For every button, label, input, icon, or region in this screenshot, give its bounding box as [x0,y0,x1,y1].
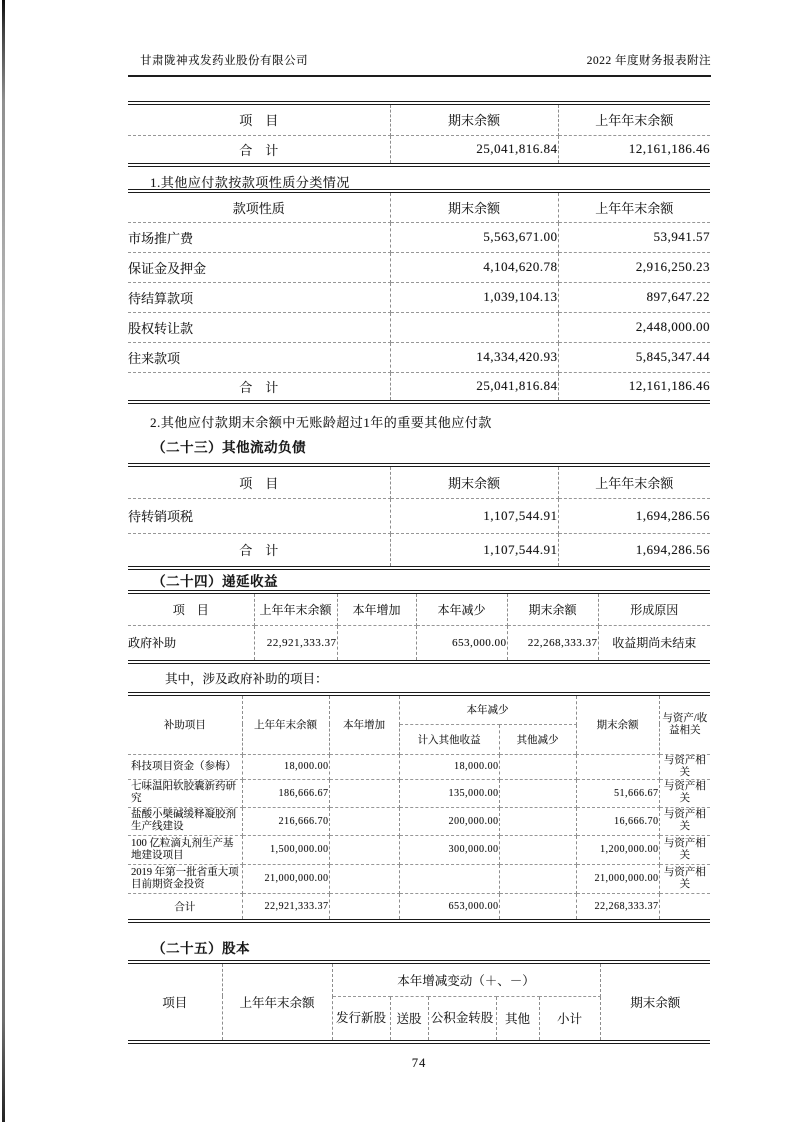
col-header: 项 目 [128,103,390,135]
cell-value: 200,000.00 [399,807,499,835]
cell-value [390,312,558,342]
table-header-row [128,962,710,996]
col-header: 期末余额 [576,694,659,754]
report-title: 2022 年度财务报表附注 [586,55,711,67]
table-total-row [128,893,710,921]
cell-value: 216,666.70 [242,807,329,835]
row-label: 100 亿粒滴丸剂生产基地建设项目 [128,835,242,864]
cell-value: 18,000.00 [242,754,329,779]
cell-value: 653,000.00 [399,893,499,921]
col-header: 计入其他收益 [399,724,499,754]
note-1: 1.其他应付款按款项性质分类情况 [150,175,350,190]
other-current-liabilities-table [128,463,710,570]
table-row [128,282,710,312]
cell-value [329,807,399,835]
cell-value: 22,268,333.37 [507,625,598,662]
cell-value: 与资产相关 [659,807,710,835]
subsidy-projects-table [128,692,710,923]
col-header: 期末余额 [507,592,598,625]
table-row [128,135,710,165]
cell-value: 25,041,816.84 [390,372,558,402]
col-header: 项 目 [128,592,254,625]
page-header [128,52,711,68]
col-header: 期末余额 [600,962,710,1042]
section-24-title: （二十四）递延收益 [152,574,278,589]
section-23-title: （二十三）其他流动负债 [152,440,306,455]
cell-value: 1,107,544.91 [390,498,558,533]
row-label: 往来款项 [128,342,390,372]
row-label: 待结算款项 [128,282,390,312]
cell-value [499,835,576,864]
col-header: 本年减少 [416,592,507,625]
cell-value [329,893,399,921]
col-header: 项 目 [128,465,390,498]
share-capital-table [128,960,710,1044]
col-header: 上年年末余额 [222,962,332,1042]
row-label: 市场推广费 [128,222,390,252]
cell-value: 4,104,620.78 [390,252,558,282]
cell-value [329,835,399,864]
cell-value: 1,694,286.56 [635,541,710,557]
table-row [128,835,710,864]
cell-value: 12,161,186.46 [628,378,710,394]
col-header: 期末余额 [390,465,558,498]
col-header: 补助项目 [128,694,242,754]
col-header: 本年增加 [329,694,399,754]
cell-value: 25,041,816.84 [390,135,558,165]
cell-value: 与资产相关 [659,779,710,807]
row-label: 政府补助 [128,625,254,662]
cell-value: 51,666.67 [576,779,659,807]
table-row [128,754,710,779]
table-total-row [128,372,710,402]
cell-value: 1,694,286.56 [558,498,710,533]
col-header-group: 本年减少 [399,694,576,724]
row-label: 科技项目资金（参梅） [128,754,242,779]
row-label: 合 计 [128,533,390,568]
cell-value: 与资产相关 [659,864,710,893]
table-header-row [128,592,710,625]
col-header: 其他减少 [499,724,576,754]
col-header: 上年年末余额 [558,465,710,498]
table-row [128,779,710,807]
cell-value: 22,268,333.37 [576,893,659,921]
table-row [128,252,710,282]
cell-value [337,625,416,662]
subsidy-note: 其中，涉及政府补助的项目： [165,672,328,686]
cell-value: 收益期尚未结束 [612,636,697,651]
row-label: 2019 年第一批省重大项目前期资金投资 [128,864,242,893]
col-header: 期末余额 [390,103,558,135]
page-number: 74 [411,1056,427,1070]
cell-value: 300,000.00 [399,835,499,864]
cell-value [329,754,399,779]
row-label: 保证金及押金 [128,252,390,282]
cell-value: 18,000.00 [399,754,499,779]
cell-value: 135,000.00 [399,779,499,807]
row-label: 合 计 [128,135,390,165]
payables-by-nature-table [128,189,710,404]
cell-value [399,864,499,893]
cell-value: 16,666.70 [576,807,659,835]
cell-value: 897,647.22 [558,282,710,312]
cell-value: 14,334,420.93 [390,342,558,372]
col-header: 送股 [390,996,428,1042]
table-row [128,222,710,252]
col-header: 与资产/收益相关 [659,694,710,754]
table-row [128,342,710,372]
cell-value: 12,161,186.46 [628,141,710,157]
cell-value: 2,916,250.23 [558,252,710,282]
cell-value [329,864,399,893]
cell-value: 186,666.67 [242,779,329,807]
col-header: 款项性质 [128,191,390,222]
cell-value: 1,107,544.91 [390,533,558,568]
col-header: 期末余额 [390,191,558,222]
row-label: 合计 [128,893,242,921]
cell-value [499,779,576,807]
cell-value: 与资产相关 [659,754,710,779]
row-label: 待转销项税 [128,498,390,533]
table-row [128,864,710,893]
table-row [128,312,710,342]
col-header: 项目 [128,962,222,1042]
note-2: 2.其他应付款期末余额中无账龄超过1年的重要其他应付款 [150,415,492,430]
cell-value: 21,000,000.00 [242,864,329,893]
cell-value: 5,563,671.00 [390,222,558,252]
col-header: 发行新股 [332,996,390,1042]
deferred-income-table [128,590,710,664]
row-label: 股权转让款 [128,312,390,342]
col-header: 上年年末余额 [558,191,710,222]
table-header-row [128,694,710,724]
table-row [128,625,710,662]
section-25-title: （二十五）股本 [152,941,250,956]
header-rule [128,75,711,77]
col-header: 本年增加 [337,592,416,625]
col-header: 上年年末余额 [242,694,329,754]
row-label: 盐酸小檗碱缓释凝胶剂生产线建设 [128,807,242,835]
cell-value [499,754,576,779]
cell-value: 2,448,000.00 [558,312,710,342]
col-header: 小计 [539,996,600,1042]
col-header: 其他 [496,996,539,1042]
table-row [128,498,710,533]
table-row [128,807,710,835]
col-header: 公积金转股 [428,996,496,1042]
cell-value: 1,200,000.00 [576,835,659,864]
other-payables-total-table [128,101,710,167]
table-header-row [128,191,710,222]
cell-value: 22,921,333.37 [254,625,337,662]
cell-value [576,754,659,779]
cell-value: 53,941.57 [558,222,710,252]
cell-value: 653,000.00 [416,625,507,662]
cell-value [659,893,710,921]
cell-value: 与资产相关 [659,835,710,864]
cell-value: 1,039,104.13 [390,282,558,312]
col-header: 上年年末余额 [558,103,710,135]
cell-value: 21,000,000.00 [576,864,659,893]
cell-value [499,864,576,893]
row-label: 合 计 [128,372,390,402]
col-header: 上年年末余额 [254,592,337,625]
row-label: 七味温阳软胶囊新药研究 [128,779,242,807]
table-header-row [128,465,710,498]
col-header-group: 本年增减变动（＋、－） [332,962,600,996]
cell-value: 22,921,333.37 [242,893,329,921]
cell-value: 5,845,347.44 [558,342,710,372]
table-header-row [128,103,710,135]
cell-value [329,779,399,807]
cell-value: 1,500,000.00 [242,835,329,864]
scan-edge-artifact [2,0,5,1122]
table-total-row [128,533,710,568]
company-name: 甘肃陇神戎发药业股份有限公司 [140,55,308,67]
cell-value [499,807,576,835]
cell-value [499,893,576,921]
col-header: 形成原因 [598,592,710,625]
